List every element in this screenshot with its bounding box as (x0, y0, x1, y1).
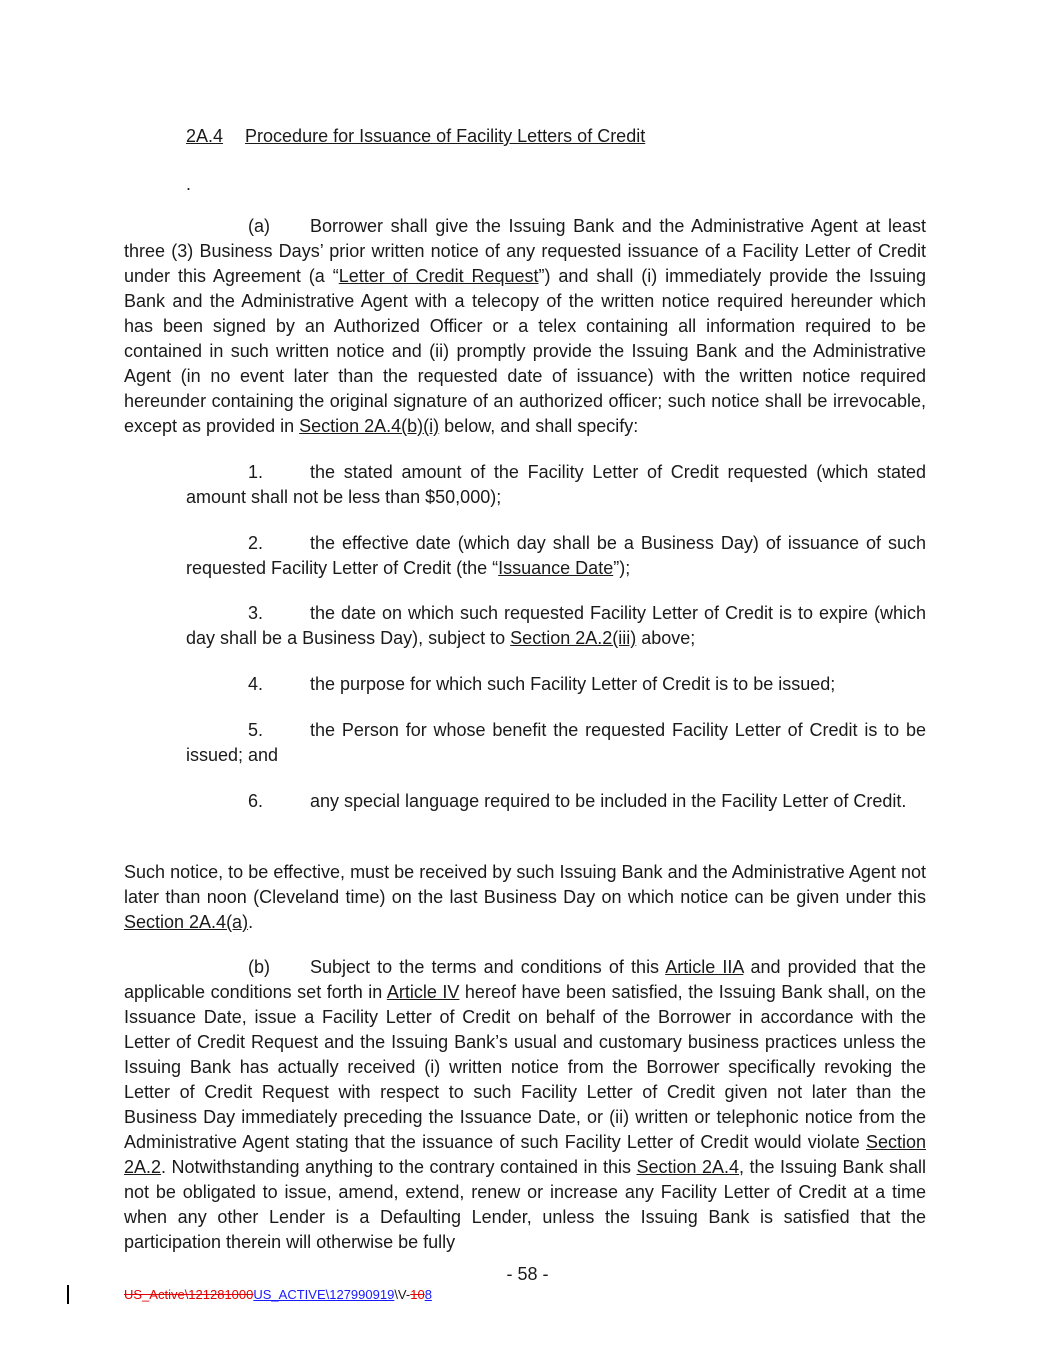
paragraph-b (124, 955, 926, 1255)
list-item-label: 4. (248, 674, 264, 694)
list-item-label: 6. (248, 791, 264, 811)
cross-reference-section-2a4a: Section 2A.4(a) (124, 912, 249, 932)
inserted-version: 8 (424, 1287, 432, 1302)
list-item-label: 2. (248, 533, 264, 553)
list-item-text: the stated amount of the Facility Letter of Credit requested (which stated amount shall not be less than $50,000); (186, 462, 926, 507)
deleted-version: 10 (410, 1287, 425, 1302)
cross-reference-article-iv: Article IV (386, 982, 460, 1002)
paragraph-a-label: (a) (248, 216, 270, 236)
paragraph-b-text-2: and provided that the applicable conditions set forth in (124, 957, 926, 1002)
paragraph-a (124, 214, 926, 439)
cross-reference-section-2a4bi: Section 2A.4(b)(i) (299, 416, 440, 436)
paragraph-a-text-2: ”) and shall (i) immediately provide the Issuing Bank and the Administrative Agent with a telecopy of the written notice required hereunder which has been signed by an Authorized Officer or a telex containing all information required to be contained in such written notice and (ii) promptly provide the Issuing Bank and the Administrative Agent (in no event later than the requested date of issuance) with the written notice required hereunder containing the original signature of an authorized officer; such notice shall be irrevocable, except as provided in (124, 266, 926, 436)
notice-text-1: Such notice, to be effective, must be received by such Issuing Bank and the Administrative Agent not later than noon (Cleveland time) on the last Business Day on which notice can be given under this (124, 862, 926, 907)
list-item-text: the effective date (which day shall be a Business Day) of issuance of such requested Facility Letter of Credit (the “ (186, 533, 926, 578)
list-item (186, 672, 926, 697)
list-item-text: the purpose for which such Facility Letter of Credit is to be issued; (310, 674, 836, 694)
inserted-document-id: US_ACTIVE\127990919 (253, 1287, 395, 1302)
list-item-text: the Person for whose benefit the requested Facility Letter of Credit is to be issued; and (186, 720, 926, 765)
section-heading (186, 124, 645, 149)
section-dot: . (186, 174, 192, 194)
paragraph-a-text-3: below, and shall specify: (439, 416, 639, 436)
document-id-footer (124, 1287, 432, 1303)
list-item-text-end: ”); (613, 558, 631, 578)
list-item-label: 3. (248, 603, 264, 623)
list-item-text-end: above; (636, 628, 696, 648)
defined-term-letter-of-credit-request: Letter of Credit Request (338, 266, 539, 286)
list-item-text: any special language required to be included in the Facility Letter of Credit. (310, 791, 907, 811)
cross-reference-article-iia: Article IIA (665, 957, 744, 977)
section-number: 2A.4 (186, 126, 224, 146)
paragraph-b-label: (b) (248, 957, 270, 977)
revision-bar (67, 1285, 69, 1304)
list-item (186, 531, 926, 581)
cross-reference-section-2a4: Section 2A.4 (636, 1157, 740, 1177)
list-item-label: 5. (248, 720, 264, 740)
list-item (186, 460, 926, 510)
page-number: - 58 - (506, 1264, 549, 1284)
paragraph-a-text-1: Borrower shall give the Issuing Bank and the Administrative Agent at least three (3) Business Days’ prior written notice of any requested issuance of a Facility Letter of Credit under this Agreement (a “ (124, 216, 926, 286)
list-item-label: 1. (248, 462, 264, 482)
paragraph-b-text-5: , the Issuing Bank shall not be obligated to issue, amend, extend, renew or increase any Facility Letter of Credit at a time when any other Lender is a Defaulting Lender, unless the Issuing Bank is satisfied that the participation therein will otherwise be fully (124, 1157, 927, 1252)
paragraph-b-text-4: . Notwithstanding anything to the contrary contained in this (161, 1157, 637, 1177)
section-title: Procedure for Issuance of Facility Letters of Credit (245, 126, 646, 146)
list-item (186, 601, 926, 651)
cross-reference-section-2a2: Section 2A.2 (124, 1132, 926, 1177)
notice-paragraph (124, 860, 926, 935)
version-prefix: \V- (394, 1287, 411, 1302)
cross-reference-section-2a2iii: Section 2A.2(iii) (510, 628, 637, 648)
defined-term-issuance-date: Issuance Date (498, 558, 614, 578)
paragraph-b-text-3: hereof have been satisfied, the Issuing Bank shall, on the Issuance Date, issue a Facility Letter of Credit on behalf of the Borrower in accordance with the Letter of Credit Request and the Issuing Bank’s usual and customary business practices unless the Issuing Bank has actually received (i) written notice from the Borrower specifically revoking the Letter of Credit Request with respect to such Facility Letter of Credit given not later than the Business Day immediately preceding the Issuance Date, or (ii) written or telephonic notice from the Administrative Agent stating that the issuance of such Facility Letter of Credit would violate (124, 982, 926, 1152)
list-item-text: the date on which such requested Facility Letter of Credit is to expire (which day shall be a Business Day), subject to (186, 603, 926, 648)
paragraph-b-text-1: Subject to the terms and conditions of this (310, 957, 666, 977)
notice-text-2: . (248, 912, 254, 932)
list-item (186, 789, 926, 814)
list-item (186, 718, 926, 768)
deleted-document-id: US_Active\121281000 (124, 1287, 254, 1302)
